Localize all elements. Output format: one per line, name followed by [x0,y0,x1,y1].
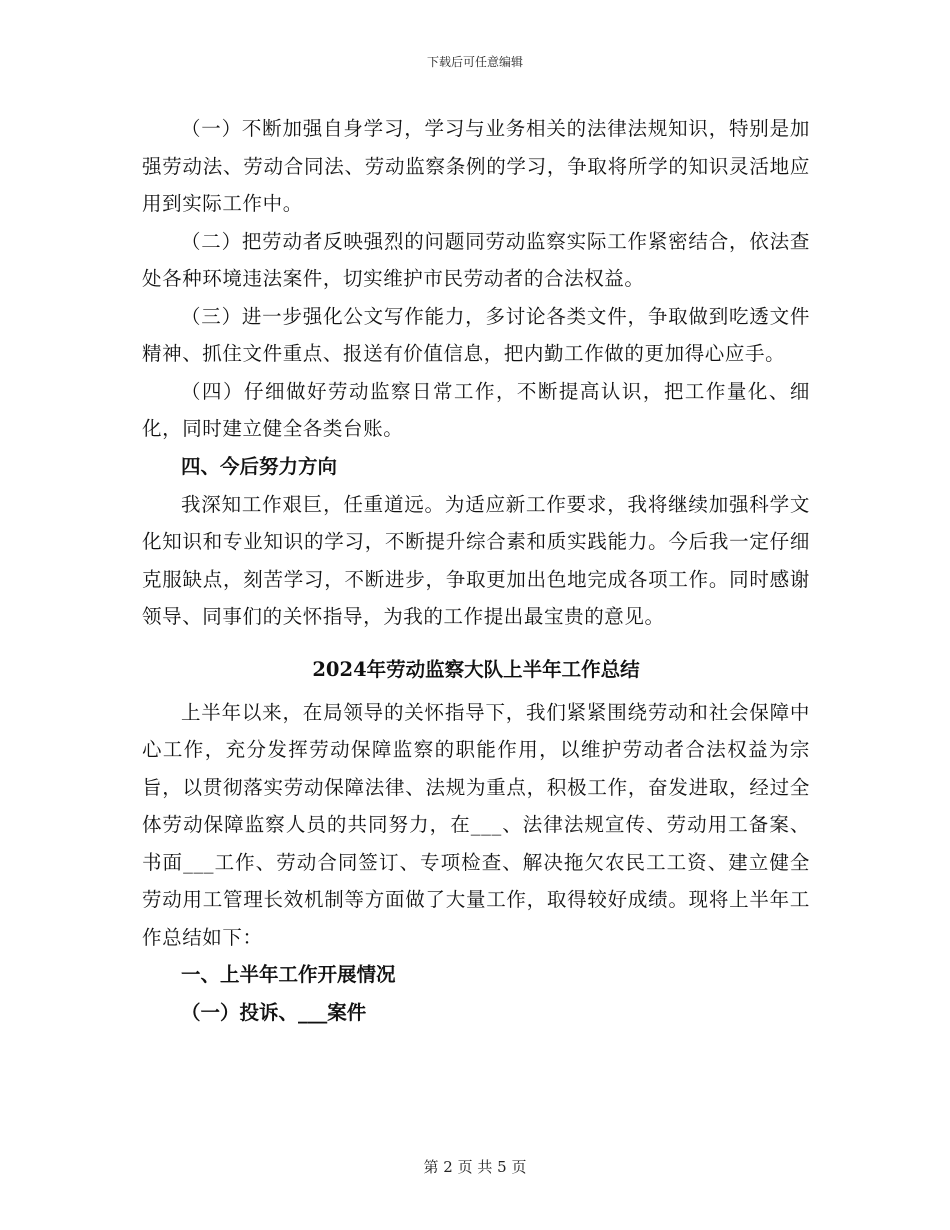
section-heading-work-status: 一、上半年工作开展情况 [181,963,396,986]
page-header: 下载后可任意编辑 [426,55,523,69]
page-footer: 第 2 页 共 5 页 [423,1158,527,1176]
paragraph-future-direction: 我深知工作艰巨，任重道远。为适应新工作要求，我将继续加强科学文化知识和专业知识的学习，不断提升综合素和质实践能力。今后我一定仔细克服缺点，刻苦学习，不断进步，争取更加出色地完成各项工作。同时感谢领导、同事们的关怀指导，为我的工作提出最宝贵的意见。 [142,492,810,628]
section-heading-future-direction: 四、今后努力方向 [181,454,338,478]
paragraph-intro: 上半年以来，在局领导的关怀指导下，我们紧紧围绕劳动和社会保障中心工作，充分发挥劳动保障监察的职能作用，以维护劳动者合法权益为宗旨，以贯彻落实劳动保障法律、法规为重点，积极工作，奋发进取，经过全体劳动保障监察人员的共同努力，在___、法律法规宣传、劳动用工备案、书面___工作、劳动合同签订、专项检查、解决拖欠农民工工资、建立健全劳动用工管理长效机制等方面做了大量工作，取得较好成绩。现将上半年工作总结如下： [142,700,810,949]
paragraph-item-4: （四）仔细做好劳动监察日常工作，不断提高认识，把工作量化、细化，同时建立健全各类台账。 [142,379,810,440]
paragraph-item-3: （三）进一步强化公文写作能力，多讨论各类文件，争取做到吃透文件精神、抓住文件重点、报送有价值信息，把内勤工作做的更加得心应手。 [142,304,810,365]
paragraph-item-2: （二）把劳动者反映强烈的问题同劳动监察实际工作紧密结合，依法查处各种环境违法案件，切实维护市民劳动者的合法权益。 [142,229,810,290]
document-title: 2024年劳动监察大队上半年工作总结 [312,657,640,681]
document-body [142,110,810,1032]
paragraph-item-1: （一）不断加强自身学习，学习与业务相关的法律法规知识，特别是加强劳动法、劳动合同法、劳动监察条例的学习，争取将所学的知识灵活地应用到实际工作中。 [142,117,810,215]
subsection-heading-complaints: （一）投诉、___案件 [181,1001,367,1024]
